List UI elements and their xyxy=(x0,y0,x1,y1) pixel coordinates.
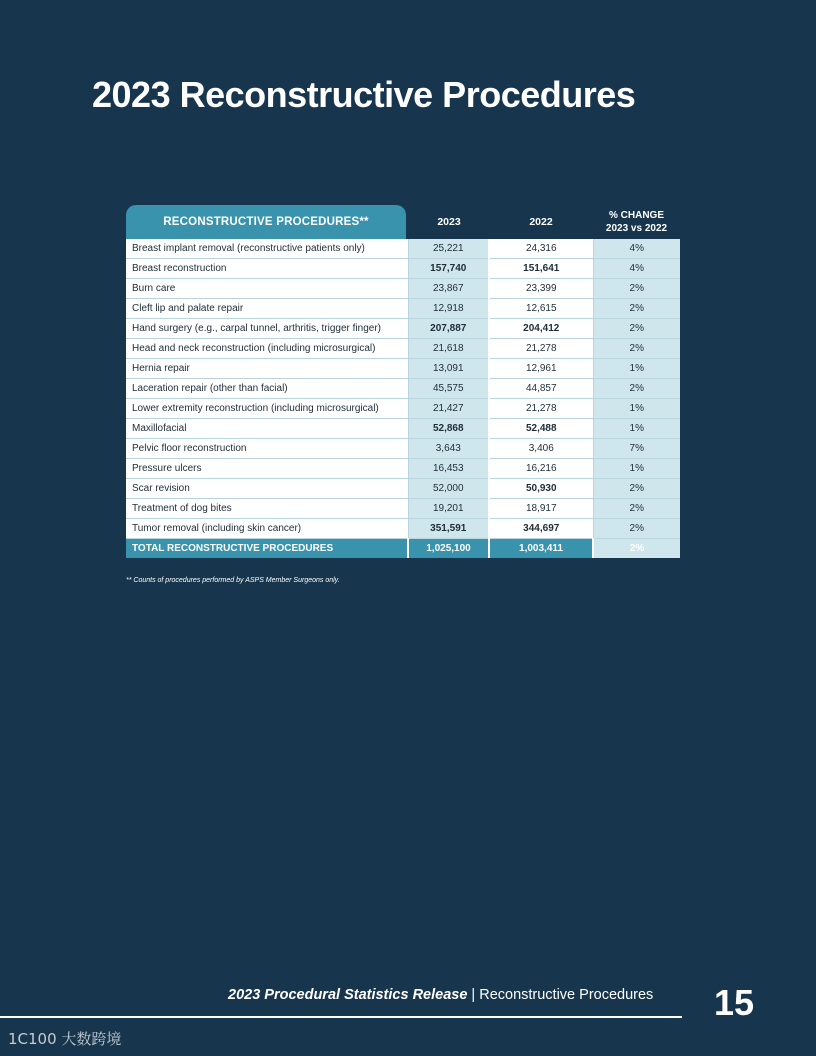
total-2022: 1,003,411 xyxy=(489,539,593,559)
total-change: 2% xyxy=(593,539,680,559)
footer-text xyxy=(228,987,653,1003)
value-2023: 12,918 xyxy=(408,299,489,319)
watermark-logo: 1C100 大数跨境 xyxy=(8,1030,122,1048)
procedure-name: Scar revision xyxy=(126,479,408,499)
value-2022: 344,697 xyxy=(489,519,593,539)
procedures-table-body xyxy=(126,239,680,558)
value-2023: 23,867 xyxy=(408,279,489,299)
value-2023: 52,868 xyxy=(408,419,489,439)
procedure-name: Hand surgery (e.g., carpal tunnel, arthritis, trigger finger) xyxy=(126,319,408,339)
page-number: 15 xyxy=(714,982,755,1023)
table-row xyxy=(126,519,680,539)
percent-change: 2% xyxy=(593,319,680,339)
value-2023: 157,740 xyxy=(408,259,489,279)
value-2022: 12,615 xyxy=(489,299,593,319)
table-row xyxy=(126,399,680,419)
value-2022: 16,216 xyxy=(489,459,593,479)
table-row xyxy=(126,439,680,459)
header-2022: 2022 xyxy=(529,215,553,228)
value-2022: 50,930 xyxy=(489,479,593,499)
procedure-name: Breast implant removal (reconstructive patients only) xyxy=(126,239,408,259)
procedure-name: Lower extremity reconstruction (including microsurgical) xyxy=(126,399,408,419)
table-row xyxy=(126,379,680,399)
procedure-name: Maxillofacial xyxy=(126,419,408,439)
procedure-name: Breast reconstruction xyxy=(126,259,408,279)
table-row xyxy=(126,359,680,379)
header-procedures: RECONSTRUCTIVE PROCEDURES** xyxy=(126,205,406,239)
procedure-name: Pressure ulcers xyxy=(126,459,408,479)
value-2022: 18,917 xyxy=(489,499,593,519)
table-row xyxy=(126,479,680,499)
procedure-name: Cleft lip and palate repair xyxy=(126,299,408,319)
percent-change: 1% xyxy=(593,459,680,479)
header-change-line2: 2023 vs 2022 xyxy=(605,223,668,234)
table-row xyxy=(126,419,680,439)
value-2022: 52,488 xyxy=(489,419,593,439)
value-2022: 12,961 xyxy=(489,359,593,379)
footer-section: Reconstructive Procedures xyxy=(479,987,654,1003)
value-2022: 24,316 xyxy=(489,239,593,259)
value-2023: 13,091 xyxy=(408,359,489,379)
value-2022: 23,399 xyxy=(489,279,593,299)
value-2022: 21,278 xyxy=(489,339,593,359)
table-row xyxy=(126,499,680,519)
value-2023: 21,427 xyxy=(408,399,489,419)
table-row xyxy=(126,239,680,259)
procedure-name: Hernia repair xyxy=(126,359,408,379)
value-2023: 351,591 xyxy=(408,519,489,539)
procedures-table xyxy=(126,205,680,558)
value-2023: 52,000 xyxy=(408,479,489,499)
table-row xyxy=(126,339,680,359)
header-2023: 2023 xyxy=(437,215,461,228)
value-2023: 16,453 xyxy=(408,459,489,479)
percent-change: 7% xyxy=(593,439,680,459)
percent-change: 2% xyxy=(593,299,680,319)
footer-release: 2023 Procedural Statistics Release xyxy=(228,987,468,1003)
table-header xyxy=(126,205,680,239)
footnote: ** Counts of procedures performed by ASPS Member Surgeons only. xyxy=(126,577,340,584)
percent-change: 4% xyxy=(593,259,680,279)
table-row xyxy=(126,319,680,339)
procedure-name: Pelvic floor reconstruction xyxy=(126,439,408,459)
table-row xyxy=(126,459,680,479)
value-2023: 3,643 xyxy=(408,439,489,459)
header-change-line1: % CHANGE xyxy=(608,210,664,221)
total-2023: 1,025,100 xyxy=(408,539,489,559)
percent-change: 4% xyxy=(593,239,680,259)
total-label: TOTAL RECONSTRUCTIVE PROCEDURES xyxy=(126,539,408,559)
procedure-name: Tumor removal (including skin cancer) xyxy=(126,519,408,539)
value-2023: 207,887 xyxy=(408,319,489,339)
percent-change: 1% xyxy=(593,419,680,439)
table-row xyxy=(126,299,680,319)
value-2022: 3,406 xyxy=(489,439,593,459)
value-2023: 25,221 xyxy=(408,239,489,259)
value-2022: 44,857 xyxy=(489,379,593,399)
procedure-name: Treatment of dog bites xyxy=(126,499,408,519)
value-2023: 21,618 xyxy=(408,339,489,359)
footer-separator: | xyxy=(467,987,480,1003)
percent-change: 2% xyxy=(593,339,680,359)
percent-change: 1% xyxy=(593,399,680,419)
procedure-name: Laceration repair (other than facial) xyxy=(126,379,408,399)
total-row xyxy=(126,539,680,559)
table-row xyxy=(126,279,680,299)
value-2023: 19,201 xyxy=(408,499,489,519)
value-2023: 45,575 xyxy=(408,379,489,399)
value-2022: 151,641 xyxy=(489,259,593,279)
percent-change: 2% xyxy=(593,379,680,399)
value-2022: 21,278 xyxy=(489,399,593,419)
procedure-name: Head and neck reconstruction (including microsurgical) xyxy=(126,339,408,359)
percent-change: 1% xyxy=(593,359,680,379)
percent-change: 2% xyxy=(593,279,680,299)
percent-change: 2% xyxy=(593,519,680,539)
footer-divider xyxy=(0,1016,682,1018)
table-row xyxy=(126,259,680,279)
value-2022: 204,412 xyxy=(489,319,593,339)
header-change xyxy=(593,205,680,239)
page-title: 2023 Reconstructive Procedures xyxy=(92,74,636,115)
procedure-name: Burn care xyxy=(126,279,408,299)
percent-change: 2% xyxy=(593,499,680,519)
percent-change: 2% xyxy=(593,479,680,499)
